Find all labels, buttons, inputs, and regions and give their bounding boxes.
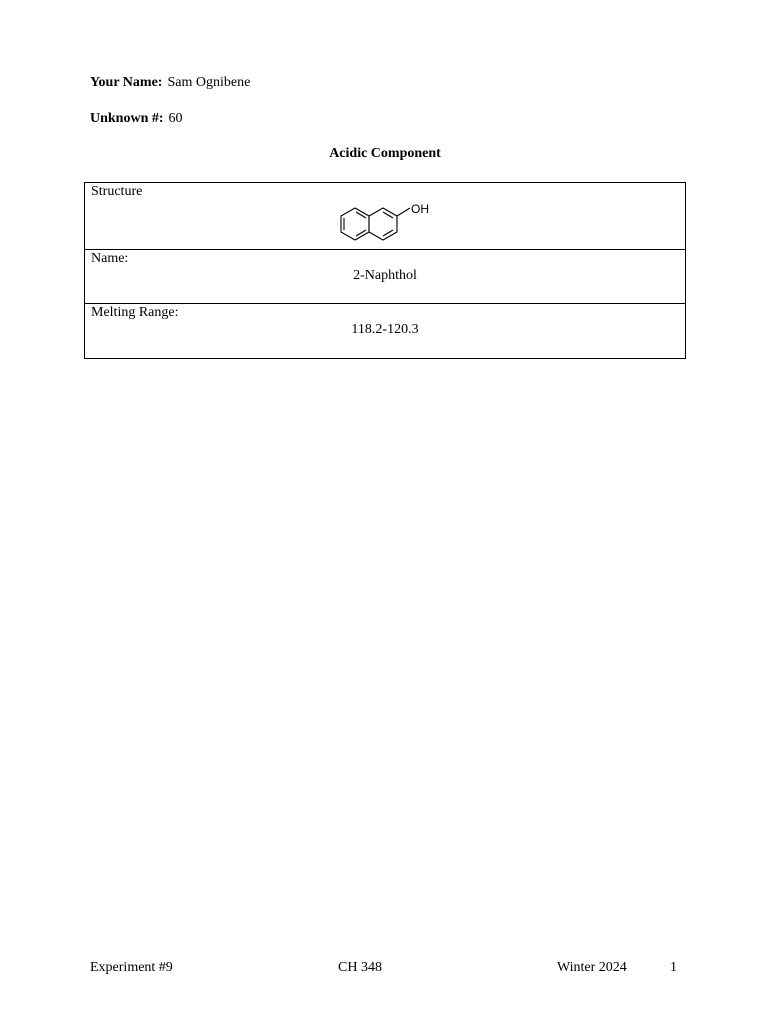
naphthol-structure-image (335, 199, 439, 249)
name-cell (85, 250, 686, 304)
footer-course: CH 348 (338, 960, 382, 975)
name-field (90, 74, 250, 92)
melting-range-value: 118.2-120.3 (351, 322, 419, 337)
footer-page-number: 1 (670, 960, 677, 975)
unknown-field (90, 110, 183, 128)
unknown-value: 60 (168, 111, 183, 126)
table-row-melting (85, 304, 686, 359)
compound-name-value: 2-Naphthol (353, 268, 417, 283)
melting-cell (85, 304, 686, 359)
melting-range-label: Melting Range: (91, 305, 179, 320)
footer-term: Winter 2024 (557, 960, 627, 975)
component-table (84, 182, 686, 359)
unknown-label: Unknown #: (90, 111, 164, 126)
name-label: Your Name: (90, 75, 163, 90)
section-title: Acidic Component (329, 146, 441, 161)
name-value: Sam Ognibene (167, 75, 251, 90)
table-row-structure (85, 183, 686, 250)
table-row-name (85, 250, 686, 304)
structure-label: Structure (91, 184, 143, 199)
structure-cell (85, 183, 686, 250)
structure-oh-text: OH (411, 202, 429, 216)
footer-experiment: Experiment #9 (90, 960, 173, 975)
compound-name-label: Name: (91, 251, 129, 266)
